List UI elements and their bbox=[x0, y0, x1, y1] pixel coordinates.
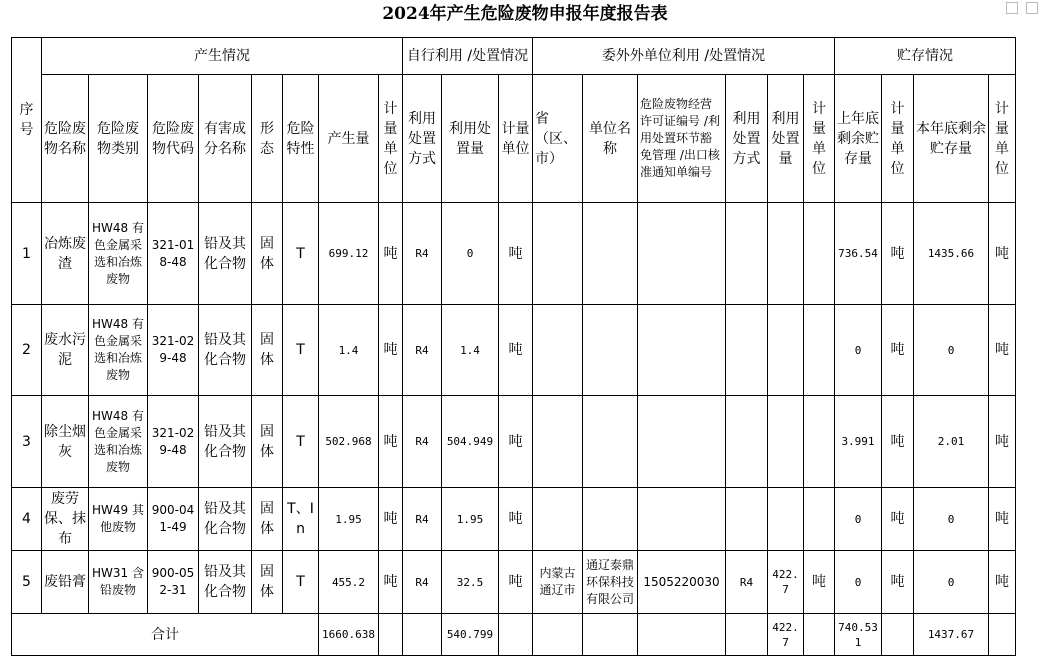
table-row bbox=[12, 396, 1016, 488]
cell-this-year: 0 bbox=[914, 305, 989, 396]
cell-empty bbox=[726, 614, 768, 656]
cell-unit3 bbox=[804, 203, 835, 305]
col-unit4: 计量单位 bbox=[882, 75, 914, 203]
cell-amount: 455.2 bbox=[319, 551, 379, 614]
cell-out-method bbox=[726, 203, 768, 305]
window-corner-box bbox=[1006, 2, 1018, 14]
cell-empty bbox=[882, 614, 914, 656]
cell-amount: 502.968 bbox=[319, 396, 379, 488]
cell-permit bbox=[638, 488, 726, 551]
cell-out-method bbox=[726, 305, 768, 396]
cell-province: 内蒙古通辽市 bbox=[533, 551, 583, 614]
cell-unit4: 吨 bbox=[882, 488, 914, 551]
cell-province bbox=[533, 488, 583, 551]
cell-empty bbox=[499, 614, 533, 656]
cell-property: T bbox=[283, 203, 319, 305]
cell-self-amount: 0 bbox=[442, 203, 499, 305]
cell-unit4: 吨 bbox=[882, 203, 914, 305]
cell-company bbox=[583, 203, 638, 305]
cell-harmful: 铅及其化合物 bbox=[199, 396, 252, 488]
cell-last-year: 0 bbox=[835, 488, 882, 551]
cell-self-amount: 1.4 bbox=[442, 305, 499, 396]
cell-self-method: R4 bbox=[403, 551, 442, 614]
cell-empty bbox=[533, 614, 583, 656]
cell-empty bbox=[804, 614, 835, 656]
col-unit1: 计量单位 bbox=[379, 75, 403, 203]
cell-harmful: 铅及其化合物 bbox=[199, 203, 252, 305]
cell-permit bbox=[638, 396, 726, 488]
cell-unit5: 吨 bbox=[989, 305, 1016, 396]
cell-empty bbox=[989, 614, 1016, 656]
cell-form: 固体 bbox=[252, 305, 283, 396]
col-unit5: 计量单位 bbox=[989, 75, 1016, 203]
cell-unit1: 吨 bbox=[379, 396, 403, 488]
cell-unit5: 吨 bbox=[989, 488, 1016, 551]
page-title: 2024年产生危险废物申报年度报告表 bbox=[382, 4, 668, 24]
cell-category: HW31 含铅废物 bbox=[89, 551, 148, 614]
cell-seq: 3 bbox=[12, 396, 42, 488]
cell-this-year: 1435.66 bbox=[914, 203, 989, 305]
cell-unit1: 吨 bbox=[379, 305, 403, 396]
cell-permit: 1505220030 bbox=[638, 551, 726, 614]
cell-unit5: 吨 bbox=[989, 203, 1016, 305]
col-property: 危险特性 bbox=[283, 75, 319, 203]
cell-self-method: R4 bbox=[403, 396, 442, 488]
cell-unit3 bbox=[804, 305, 835, 396]
cell-out-amount bbox=[768, 488, 804, 551]
cell-seq: 2 bbox=[12, 305, 42, 396]
cell-form: 固体 bbox=[252, 203, 283, 305]
cell-self-method: R4 bbox=[403, 305, 442, 396]
cell-permit bbox=[638, 305, 726, 396]
totals-row bbox=[12, 614, 1016, 656]
col-last-year: 上年底剩余贮存量 bbox=[835, 75, 882, 203]
cell-out-amount: 422.7 bbox=[768, 551, 804, 614]
col-amount: 产生量 bbox=[319, 75, 379, 203]
cell-last-year: 0 bbox=[835, 305, 882, 396]
cell-name: 废铅膏 bbox=[42, 551, 89, 614]
cell-out-method: R4 bbox=[726, 551, 768, 614]
cell-unit3 bbox=[804, 396, 835, 488]
cell-last-year: 736.54 bbox=[835, 203, 882, 305]
cell-property: T、In bbox=[283, 488, 319, 551]
col-company: 单位名称 bbox=[583, 75, 638, 203]
cell-harmful: 铅及其化合物 bbox=[199, 305, 252, 396]
cell-unit2: 吨 bbox=[499, 488, 533, 551]
cell-empty bbox=[638, 614, 726, 656]
cell-province bbox=[533, 396, 583, 488]
col-out-method: 利用处置方式 bbox=[726, 75, 768, 203]
table-row bbox=[12, 305, 1016, 396]
cell-out-amount bbox=[768, 396, 804, 488]
cell-seq: 4 bbox=[12, 488, 42, 551]
cell-last-year: 0 bbox=[835, 551, 882, 614]
totals-amount: 1660.638 bbox=[319, 614, 379, 656]
group-storage: 贮存情况 bbox=[835, 38, 1016, 75]
cell-out-amount bbox=[768, 305, 804, 396]
cell-permit bbox=[638, 203, 726, 305]
cell-unit4: 吨 bbox=[882, 396, 914, 488]
cell-out-method bbox=[726, 396, 768, 488]
cell-company bbox=[583, 305, 638, 396]
col-waste-code: 危险废物代码 bbox=[148, 75, 199, 203]
col-permit: 危险废物经营许可证编号 /利用处置环节豁免管理 /出口核准通知单编号 bbox=[638, 75, 726, 203]
cell-code: 900-041-49 bbox=[148, 488, 199, 551]
totals-last-year: 740.531 bbox=[835, 614, 882, 656]
table-row bbox=[12, 203, 1016, 305]
cell-empty bbox=[379, 614, 403, 656]
cell-out-amount bbox=[768, 203, 804, 305]
cell-form: 固体 bbox=[252, 488, 283, 551]
cell-name: 废水污泥 bbox=[42, 305, 89, 396]
cell-property: T bbox=[283, 305, 319, 396]
table-row bbox=[12, 551, 1016, 614]
cell-unit4: 吨 bbox=[882, 305, 914, 396]
cell-this-year: 2.01 bbox=[914, 396, 989, 488]
cell-category: HW49 其他废物 bbox=[89, 488, 148, 551]
cell-category: HW48 有色金属采选和冶炼废物 bbox=[89, 203, 148, 305]
waste-report-table bbox=[11, 37, 1016, 656]
col-form: 形态 bbox=[252, 75, 283, 203]
cell-this-year: 0 bbox=[914, 551, 989, 614]
cell-company: 通辽泰鼎环保科技有限公司 bbox=[583, 551, 638, 614]
cell-amount: 1.95 bbox=[319, 488, 379, 551]
col-province: 省（区、市） bbox=[533, 75, 583, 203]
group-self: 自行利用 /处置情况 bbox=[403, 38, 533, 75]
col-waste-name: 危险废物名称 bbox=[42, 75, 89, 203]
cell-form: 固体 bbox=[252, 551, 283, 614]
cell-unit3: 吨 bbox=[804, 551, 835, 614]
cell-harmful: 铅及其化合物 bbox=[199, 488, 252, 551]
cell-unit4: 吨 bbox=[882, 551, 914, 614]
col-out-amount: 利用处置量 bbox=[768, 75, 804, 203]
cell-unit2: 吨 bbox=[499, 203, 533, 305]
cell-form: 固体 bbox=[252, 396, 283, 488]
cell-name: 冶炼废渣 bbox=[42, 203, 89, 305]
col-unit3: 计量单位 bbox=[804, 75, 835, 203]
cell-company bbox=[583, 396, 638, 488]
cell-code: 321-029-48 bbox=[148, 305, 199, 396]
col-unit2: 计量单位 bbox=[499, 75, 533, 203]
cell-unit5: 吨 bbox=[989, 551, 1016, 614]
cell-unit3 bbox=[804, 488, 835, 551]
cell-unit1: 吨 bbox=[379, 551, 403, 614]
cell-unit2: 吨 bbox=[499, 551, 533, 614]
group-outsource: 委外外单位利用 /处置情况 bbox=[533, 38, 835, 75]
cell-amount: 699.12 bbox=[319, 203, 379, 305]
window-corner-box bbox=[1026, 2, 1038, 14]
cell-seq: 5 bbox=[12, 551, 42, 614]
cell-category: HW48 有色金属采选和冶炼废物 bbox=[89, 305, 148, 396]
cell-unit1: 吨 bbox=[379, 203, 403, 305]
cell-empty bbox=[403, 614, 442, 656]
cell-property: T bbox=[283, 396, 319, 488]
cell-last-year: 3.991 bbox=[835, 396, 882, 488]
totals-this-year: 1437.67 bbox=[914, 614, 989, 656]
cell-amount: 1.4 bbox=[319, 305, 379, 396]
cell-seq: 1 bbox=[12, 203, 42, 305]
col-self-method: 利用处置方式 bbox=[403, 75, 442, 203]
cell-empty bbox=[583, 614, 638, 656]
cell-company bbox=[583, 488, 638, 551]
col-this-year: 本年底剩余贮存量 bbox=[914, 75, 989, 203]
cell-unit5: 吨 bbox=[989, 396, 1016, 488]
cell-out-method bbox=[726, 488, 768, 551]
totals-label: 合计 bbox=[12, 614, 319, 656]
cell-code: 321-018-48 bbox=[148, 203, 199, 305]
col-harmful: 有害成分名称 bbox=[199, 75, 252, 203]
cell-this-year: 0 bbox=[914, 488, 989, 551]
cell-property: T bbox=[283, 551, 319, 614]
cell-name: 废劳保、抹布 bbox=[42, 488, 89, 551]
cell-self-amount: 1.95 bbox=[442, 488, 499, 551]
group-produce: 产生情况 bbox=[42, 38, 403, 75]
cell-self-method: R4 bbox=[403, 203, 442, 305]
cell-self-amount: 504.949 bbox=[442, 396, 499, 488]
col-waste-category: 危险废物类别 bbox=[89, 75, 148, 203]
cell-unit2: 吨 bbox=[499, 305, 533, 396]
cell-name: 除尘烟灰 bbox=[42, 396, 89, 488]
totals-self-amount: 540.799 bbox=[442, 614, 499, 656]
table-row bbox=[12, 488, 1016, 551]
cell-unit2: 吨 bbox=[499, 396, 533, 488]
cell-category: HW48 有色金属采选和冶炼废物 bbox=[89, 396, 148, 488]
cell-code: 321-029-48 bbox=[148, 396, 199, 488]
cell-self-amount: 32.5 bbox=[442, 551, 499, 614]
totals-out-amount: 422.7 bbox=[768, 614, 804, 656]
cell-self-method: R4 bbox=[403, 488, 442, 551]
col-seq: 序号 bbox=[12, 38, 42, 203]
cell-harmful: 铅及其化合物 bbox=[199, 551, 252, 614]
cell-unit1: 吨 bbox=[379, 488, 403, 551]
cell-code: 900-052-31 bbox=[148, 551, 199, 614]
cell-province bbox=[533, 305, 583, 396]
col-self-amount: 利用处置量 bbox=[442, 75, 499, 203]
cell-province bbox=[533, 203, 583, 305]
